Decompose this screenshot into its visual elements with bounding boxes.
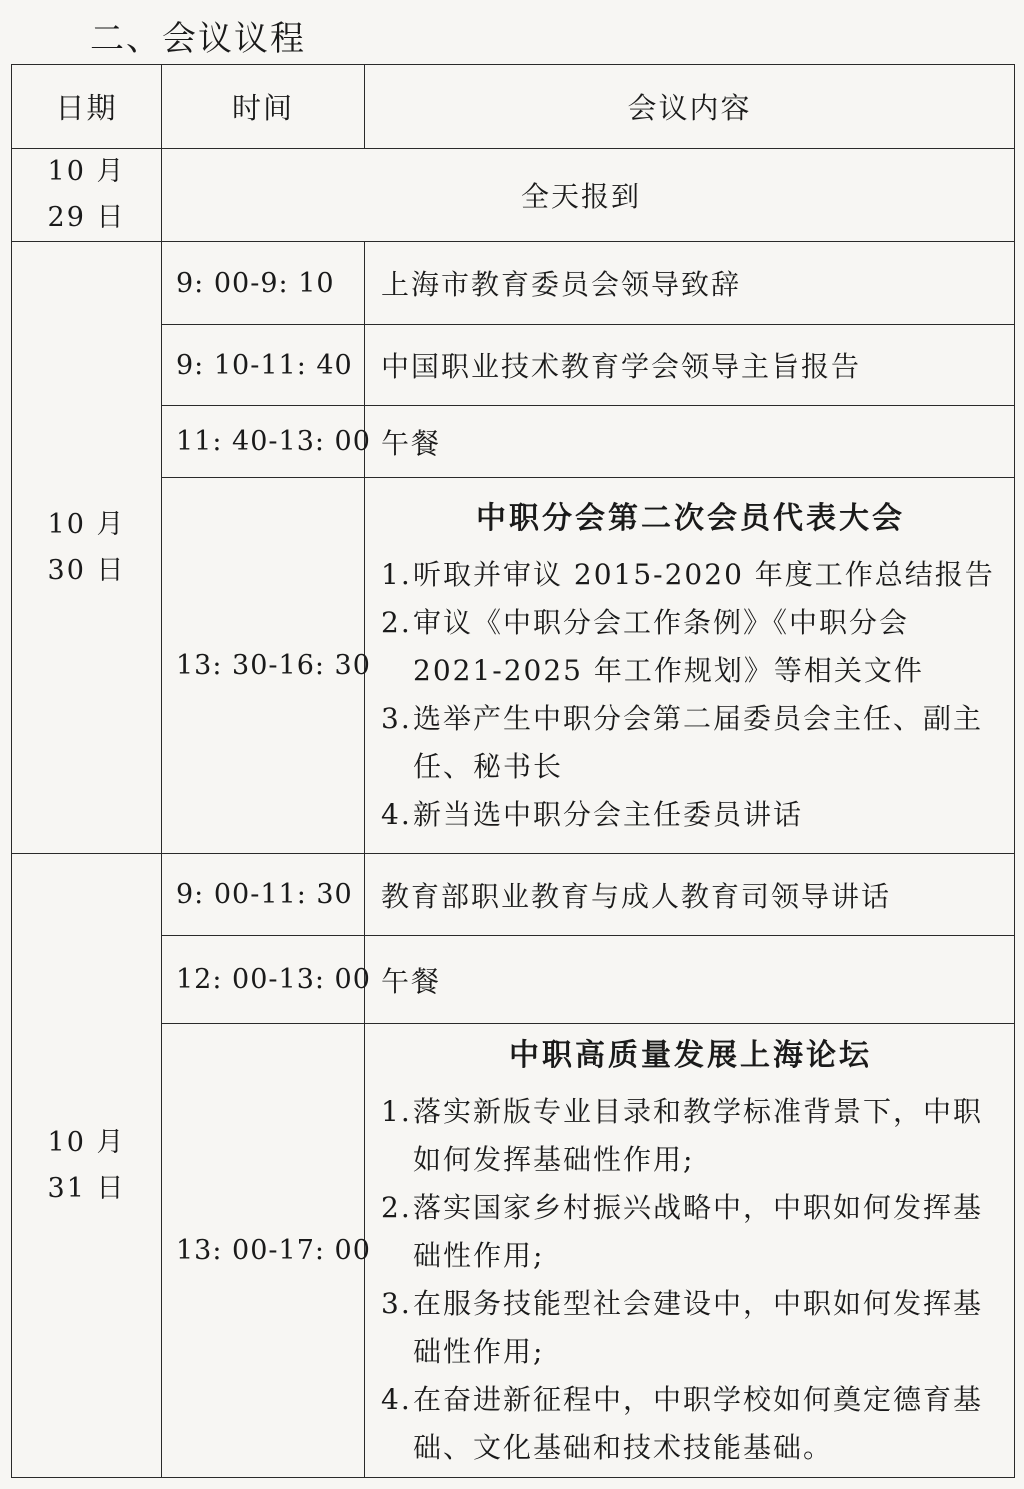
header-time: 时间 [162,65,365,149]
agenda-item-list [381,1088,1000,1472]
content-cell: 教育部职业教育与成人教育司领导讲话 [365,854,1015,936]
date-month: 10 月 [47,1126,126,1158]
table-row [12,854,1015,936]
date-month: 10 月 [47,508,126,540]
list-item: 1. 落实新版专业目录和教学标准背景下，中职如何发挥基础性作用; [381,1094,984,1176]
table-row [12,242,1015,325]
content-cell: 午餐 [365,936,1015,1024]
list-item: 3. 选举产生中职分会第二届委员会主任、副主任、秘书长 [381,701,984,783]
table-header-row [12,65,1015,149]
time-cell: 12: 00-13: 00 [162,936,365,1024]
registration-cell: 全天报到 [162,149,1015,242]
date-month: 10 月 [47,156,126,187]
time-cell: 13: 00-17: 00 [162,1024,365,1478]
content-cell [365,478,1015,854]
agenda-table [11,64,1015,1478]
content-cell: 上海市教育委员会领导致辞 [365,242,1015,325]
content-cell [365,1024,1015,1478]
header-content: 会议内容 [365,65,1015,149]
table-row [12,936,1015,1024]
table-row [12,406,1015,478]
list-item: 2. 落实国家乡村振兴战略中，中职如何发挥基础性作用; [381,1190,984,1272]
date-cell-oct31 [12,854,162,1478]
table-row [12,1024,1015,1478]
header-date: 日期 [12,65,162,149]
time-cell: 9: 10-11: 40 [162,325,365,406]
date-day: 31 日 [47,1172,126,1204]
time-cell: 9: 00-9: 10 [162,242,365,325]
list-item: 3. 在服务技能型社会建设中，中职如何发挥基础性作用; [381,1286,984,1368]
time-cell: 11: 40-13: 00 [162,406,365,478]
content-cell: 中国职业技术教育学会领导主旨报告 [365,325,1015,406]
session-title: 中职分会第二次会员代表大会 [476,500,905,536]
agenda-item-list [381,551,1000,839]
list-item: 4. 新当选中职分会主任委员讲话 [381,797,804,831]
list-item: 2. 审议《中职分会工作条例》《中职分会 2021-2025 年工作规划》等相关文件 [381,605,924,687]
table-row [12,149,1015,242]
date-day: 29 日 [47,202,126,233]
list-item: 4. 在奋进新征程中，中职学校如何奠定德育基础、文化基础和技术技能基础。 [381,1382,984,1464]
date-cell-oct29 [12,149,162,242]
session-title: 中职高质量发展上海论坛 [509,1037,872,1073]
list-item: 1. 听取并审议 2015-2020 年度工作总结报告 [381,557,995,591]
time-cell: 9: 00-11: 30 [162,854,365,936]
date-cell-oct30 [12,242,162,854]
table-row [12,325,1015,406]
date-day: 30 日 [47,554,126,586]
table-row [12,478,1015,854]
time-cell: 13: 30-16: 30 [162,478,365,854]
content-cell: 午餐 [365,406,1015,478]
page-title: 二、会议议程 [90,19,306,59]
